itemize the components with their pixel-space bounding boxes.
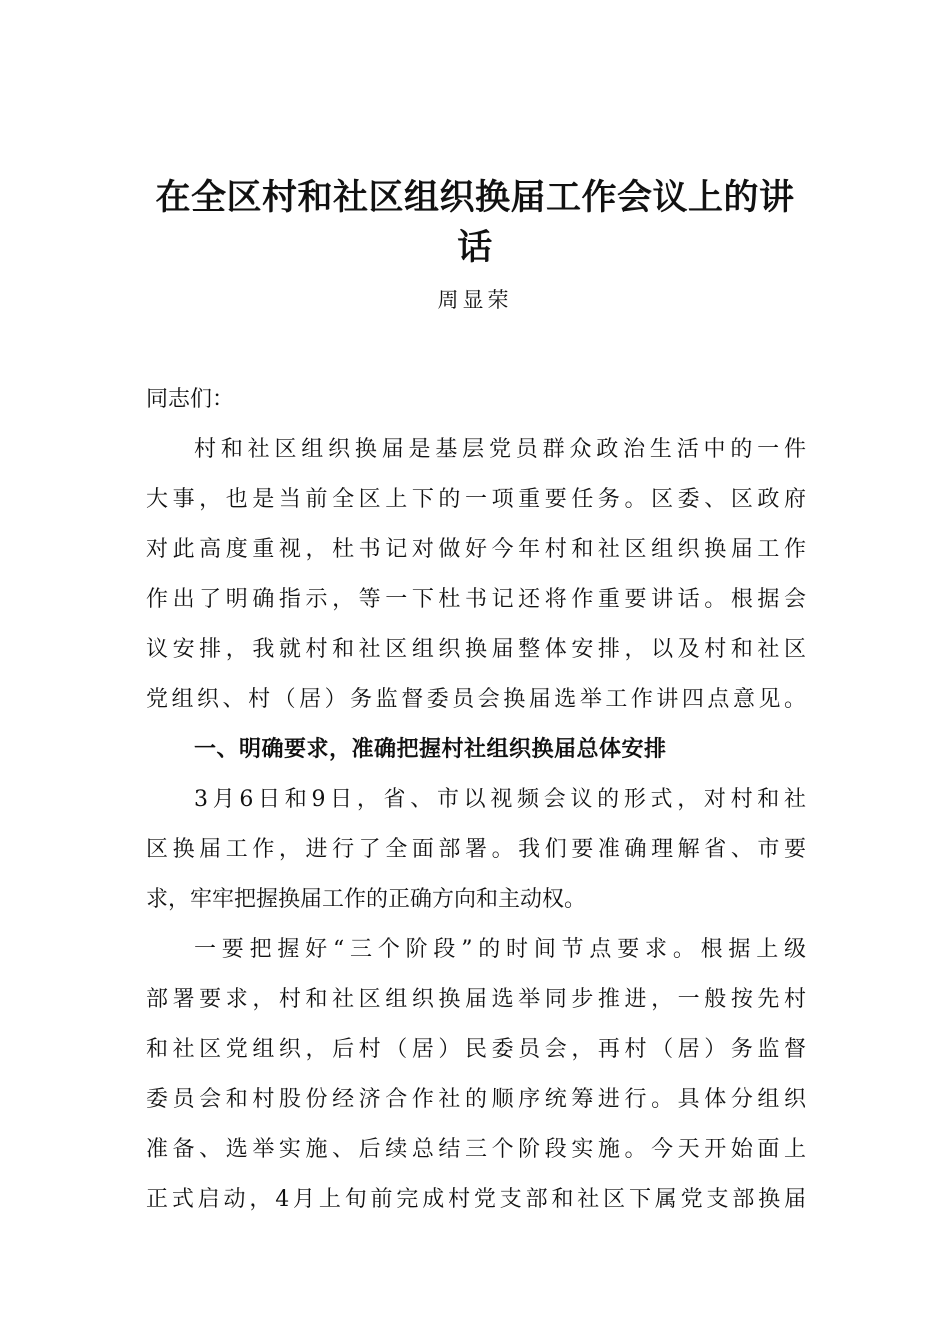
author-name: 周显荣	[437, 288, 513, 312]
paragraph-1-line: 党组织、村（居）务监督委员会换届选举工作讲四点意见。	[146, 687, 806, 712]
section-heading-1: 一、明确要求，准确把握村社组织换届总体安排	[194, 737, 667, 762]
paragraph-3-line: 一要把握好“三个阶段”的时间节点要求。根据上级	[194, 937, 806, 962]
paragraph-3-line: 委员会和村股份经济合作社的顺序统筹进行。具体分组织	[146, 1087, 806, 1112]
salutation: 同志们：	[146, 387, 235, 412]
paragraph-1-line: 村和社区组织换届是基层党员群众政治生活中的一件	[194, 437, 806, 462]
paragraph-3-line: 准备、选举实施、后续总结三个阶段实施。今天开始面上	[146, 1137, 806, 1162]
paragraph-1-line: 大事，也是当前全区上下的一项重要任务。区委、区政府	[146, 487, 806, 512]
paragraph-3-line: 正式启动，4月上旬前完成村党支部和社区下属党支部换届	[146, 1187, 806, 1212]
paragraph-2-line: 区换届工作，进行了全面部署。我们要准确理解省、市要	[146, 837, 806, 862]
paragraph-1-line: 作出了明确指示，等一下杜书记还将作重要讲话。根据会	[146, 587, 806, 612]
paragraph-1-line: 议安排，我就村和社区组织换届整体安排，以及村和社区	[146, 637, 806, 662]
paragraph-3-line: 部署要求，村和社区组织换届选举同步推进，一般按先村	[146, 987, 806, 1012]
paragraph-1-line: 对此高度重视，杜书记对做好今年村和社区组织换届工作	[146, 537, 806, 562]
paragraph-2-line: 求，牢牢把握换届工作的正确方向和主动权。	[146, 887, 587, 912]
paragraph-2-line: 3月6日和9日，省、市以视频会议的形式，对村和社	[194, 787, 806, 812]
document-title-line-2: 话	[457, 227, 493, 268]
document-title-line-1: 在全区村和社区组织换届工作会议上的讲	[155, 177, 795, 218]
paragraph-3-line: 和社区党组织，后村（居）民委员会，再村（居）务监督	[146, 1037, 806, 1062]
